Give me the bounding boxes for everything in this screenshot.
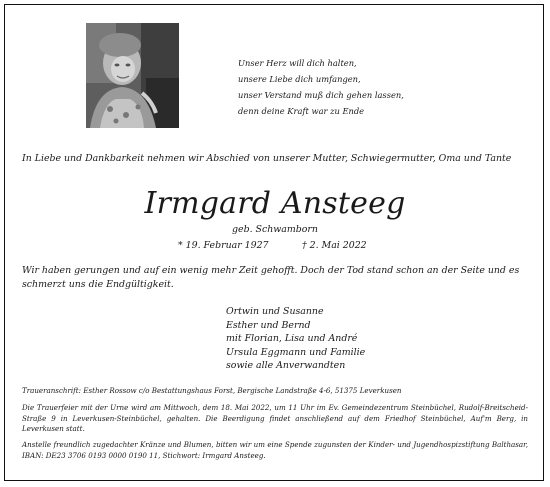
poem-line: denn deine Kraft war zu Ende [238, 106, 365, 116]
intro-text: In Liebe und Dankbarkeit nehmen wir Abschied von unserer Mutter, Schwiegermutter, Oma und Tante [22, 153, 512, 164]
family-member: Esther und Bernd [226, 319, 311, 331]
deceased-name: Irmgard Ansteeg [144, 186, 406, 221]
poem [238, 55, 508, 119]
donation-info: Anstelle freundlich zugedachter Kränze und Blumen, bitten wir um eine Spende zugunsten der Kinder- und Jugendhospizstiftung Balthasar, IBAN: DE23 3706 0193 0000 0190 11, Stichwort: Irmgard Ansteeg. [22, 440, 528, 460]
poem-line: Unser Herz will dich halten, [238, 58, 357, 68]
poem-line: unser Verstand muß dich gehen lassen, [238, 90, 404, 100]
family-member: Ursula Eggmann und Familie [226, 346, 366, 358]
ceremony-info: Die Trauerfeier mit der Urne wird am Mittwoch, dem 18. Mai 2022, um 11 Uhr im Ev. Gemeindezentrum Steinbüchel, Rudolf-Breitscheid-Straße 9 in Leverkusen-Steinbüchel, gehalten. Die Beerdigung findet anschließend auf dem Friedhof Steinbüchel, Auf'm Berg, in Leverkusen statt. [22, 403, 528, 434]
portrait-photo [86, 23, 179, 128]
mourning-address: Traueranschrift: Esther Rossow c/o Bestattungshaus Forst, Bergische Landstraße 4-6, 51375 Leverkusen [22, 386, 402, 395]
birth-name: geb. Schwamborn [232, 224, 318, 235]
life-dates [178, 240, 418, 252]
death-date: † 2. Mai 2022 [302, 240, 367, 251]
family-member: sowie alle Anverwandten [226, 360, 346, 371]
poem-line: unsere Liebe dich umfangen, [238, 74, 361, 84]
family-member: Ortwin und Susanne [226, 306, 324, 317]
family-signatures [226, 305, 466, 373]
birth-date: * 19. Februar 1927 [178, 240, 269, 251]
family-member: mit Florian, Lisa und André [226, 333, 358, 344]
mourning-message: Wir haben gerungen und auf ein wenig mehr Zeit gehofft. Doch der Tod stand schon an der Seite und es schmerzt uns die Endgültigkeit. [22, 265, 520, 290]
